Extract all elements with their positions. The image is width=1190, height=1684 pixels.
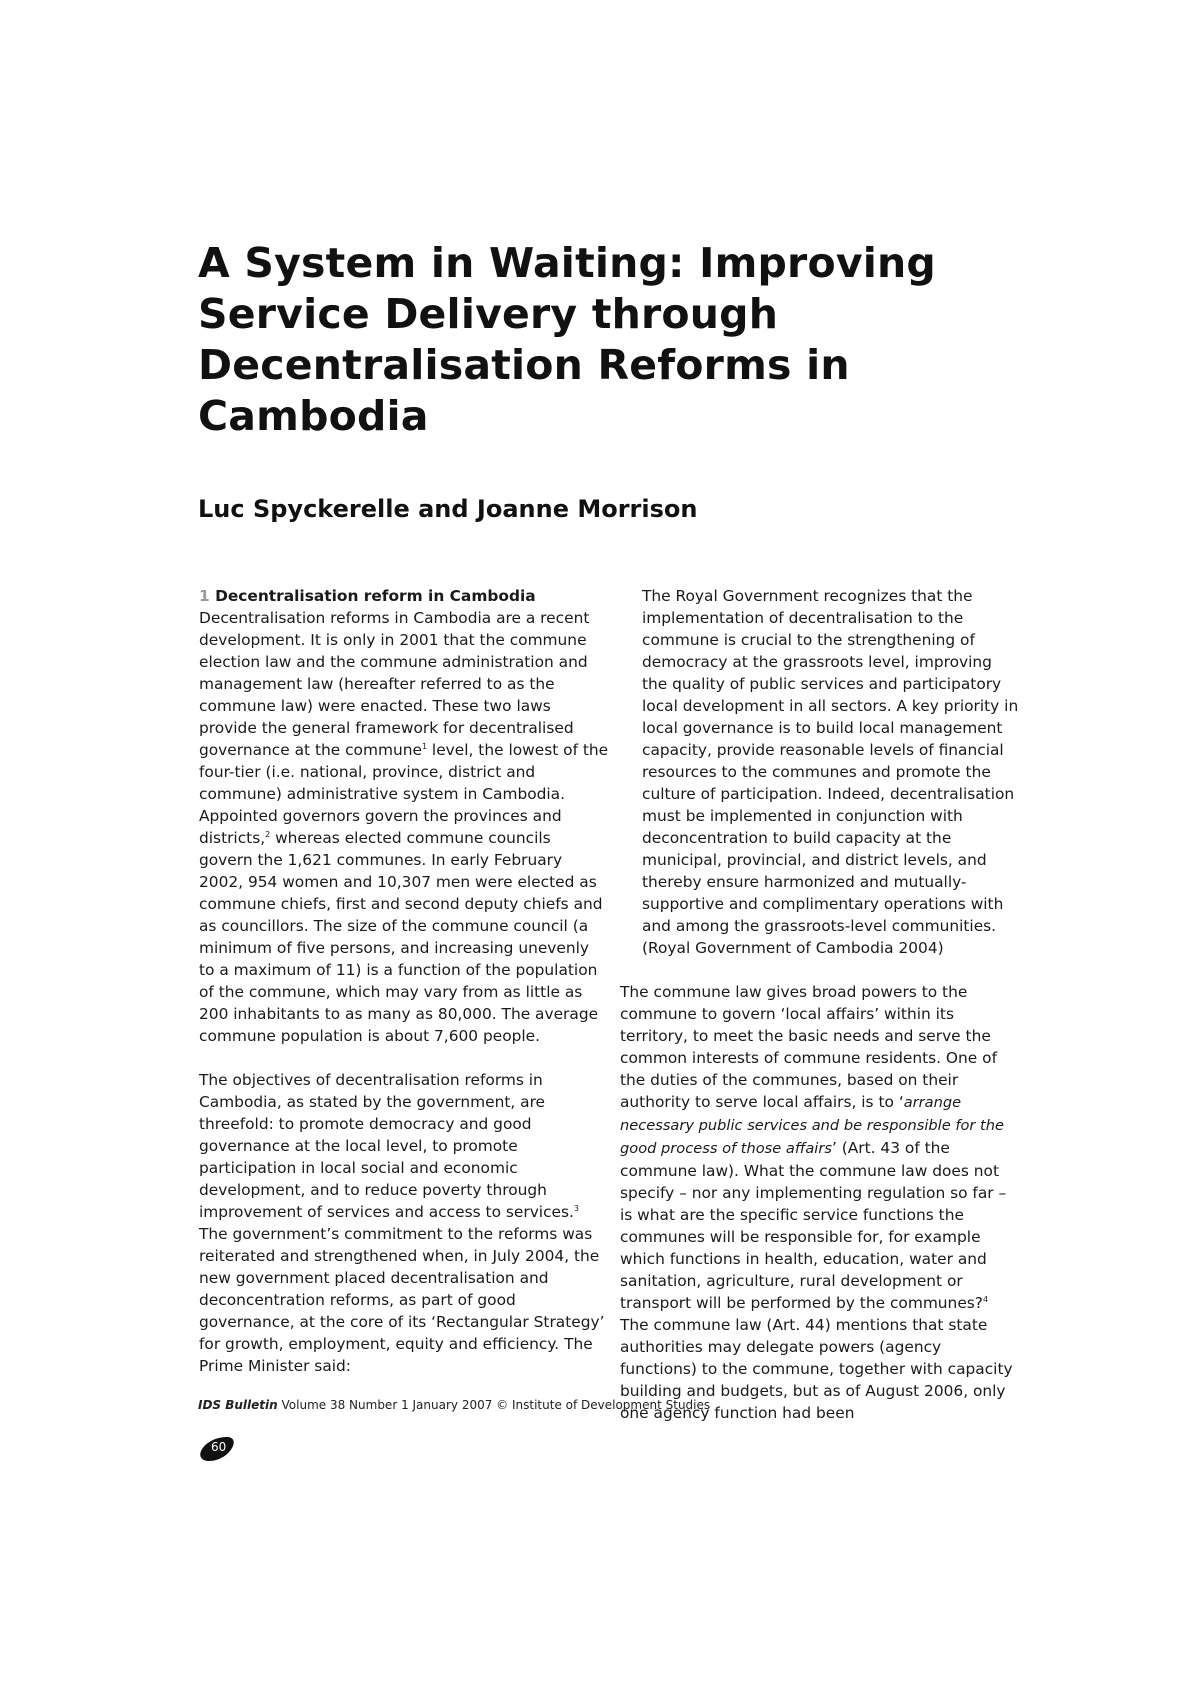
paragraph-2-text-a: The objectives of decentralisation reforms in Cambodia, as stated by the government, are threefold: to promote democracy and good governance at the local level, to promote participation in local social and economic development, and to reduce poverty through improvement of services and access to services. <box>199 1071 574 1221</box>
paragraph-2-text-b: The government’s commitment to the reforms was reiterated and strengthened when, in July 2004, the new government placed decentralisation and deconcentration reforms, as part of good governance, at the core of its ‘Rectangular Strategy’ for growth, employment, equity and efficiency. The Prime Minister said: <box>199 1225 605 1375</box>
footnote-ref-3[interactable]: 3 <box>573 1203 580 1213</box>
paragraph-3-text-a: The commune law gives broad powers to the commune to govern ‘local affairs’ within its territory, to meet the basic needs and serve the common interests of commune residents. One of the duties of the communes, based on their authority to serve local affairs, is to ‘ <box>620 983 997 1111</box>
paragraph-3 <box>620 981 1020 1424</box>
page-number: 60 <box>211 1440 227 1454</box>
footnote-ref-4[interactable]: 4 <box>982 1294 989 1304</box>
section-title: Decentralisation reform in Cambodia <box>215 587 536 605</box>
paragraph-2 <box>199 1069 609 1377</box>
section-heading <box>199 585 609 607</box>
article-title: A System in Waiting: Improving Service Delivery through Decentralisation Reforms in Cambodia <box>198 239 936 440</box>
paragraph-1-text-c: whereas elected commune councils govern the 1,621 communes. In early February 2002, 954 women and 10,307 men were elected as commune chiefs, first and second deputy chiefs and as councillors. The size of the commune council (a minimum of five persons, and increasing unevenly to a maximum of 11) is a function of the population of the commune, which may vary from as little as 200 inhabitants to as many as 80,000. The average commune population is about 7,600 people. <box>199 829 603 1045</box>
footnote-ref-1[interactable]: 1 <box>421 741 428 751</box>
paragraph-1 <box>199 607 609 1047</box>
section-number: 1 <box>199 587 210 605</box>
paragraph-1-text-a: Decentralisation reforms in Cambodia are a recent development. It is only in 2001 that the commune election law and the commune administration and management law (hereafter referred to as the commune law) were enacted. These two laws provide the general framework for decentralised governance at the commune <box>199 609 590 759</box>
left-column <box>199 585 609 1377</box>
paragraph-3-text-c: The commune law (Art. 44) mentions that state authorities may delegate powers (agency functions) to the commune, together with capacity building and budgets, but as of August 2006, only one agency function had been <box>620 1316 1013 1422</box>
paragraph-1-text-b: level, the lowest of the four-tier (i.e. national, province, district and commune) administrative system in Cambodia. Appointed governors govern the provinces and districts, <box>199 741 609 847</box>
footnote-ref-2[interactable]: 2 <box>265 829 271 839</box>
journal-details: Volume 38 Number 1 January 2007 © Institute of Development Studies <box>277 1398 711 1412</box>
right-column <box>620 585 1020 1424</box>
page-number-badge <box>199 1436 235 1462</box>
journal-name: IDS Bulletin <box>198 1398 278 1412</box>
paragraph-3-text-b: ’ (Art. 43 of the commune law). What the commune law does not specify – nor any implementing regulation so far – is what are the specific service functions the communes will be responsible for, for example which functions in health, education, water and sanitation, agriculture, rural development or transport will be performed by the communes? <box>620 1139 1007 1312</box>
block-quote: The Royal Government recognizes that the implementation of decentralisation to the commune is crucial to the strengthening of democracy at the grassroots level, improving the quality of public services and participatory local development in all sectors. A key priority in local governance is to build local management capacity, provide reasonable levels of financial resources to the communes and promote the culture of participation. Indeed, decentralisation must be implemented in conjunction with deconcentration to build capacity at the municipal, provincial, and district levels, and thereby ensure harmonized and mutually-supportive and complimentary operations with and among the grassroots-level communities. (Royal Government of Cambodia 2004) <box>642 587 1019 957</box>
paragraph-3-italic-quote: arrange necessary public services and be responsible for the good process of those affairs <box>620 1094 1004 1157</box>
article-authors: Luc Spyckerelle and Joanne Morrison <box>198 495 698 523</box>
journal-footer <box>198 1397 710 1413</box>
